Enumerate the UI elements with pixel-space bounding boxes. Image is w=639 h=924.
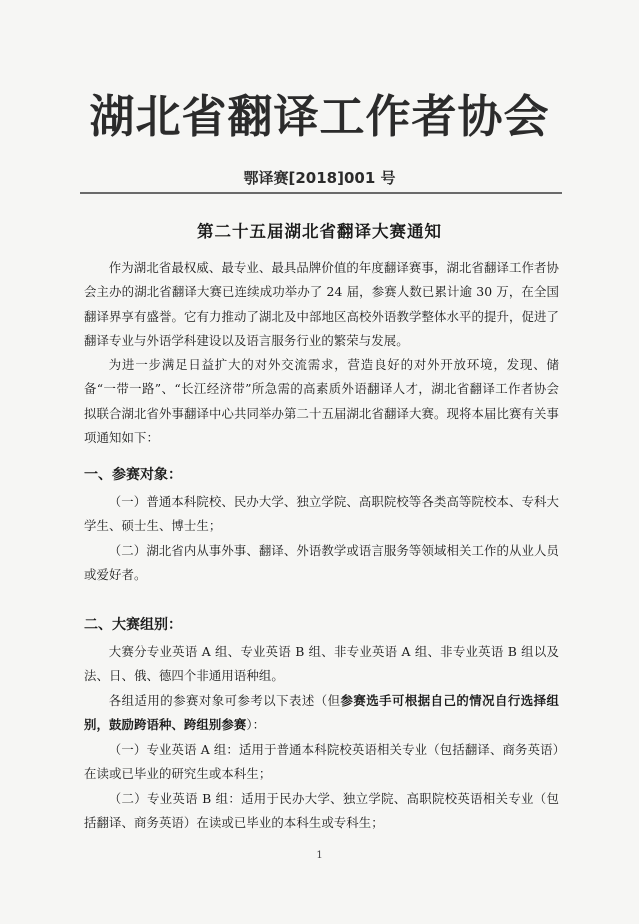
- page-number: 1: [316, 850, 323, 861]
- groups-paragraph-2-lead: 各组适用的参赛对象可参考以下表述（但: [108, 693, 341, 708]
- participants-item-1: （一）普通本科院校、民办大学、独立学院、高职院校等各类高等院校本、专科大学生、硕士生、博士生；: [84, 494, 559, 534]
- groups-paragraph-2-tail: ）：: [246, 717, 266, 733]
- notice-title: 第二十五届湖北省翻译大赛通知: [197, 222, 442, 241]
- groups-item-1: （一）专业英语 A 组：适用于普通本科院校英语相关专业（包括翻译、商务英语）在读或已毕业的研究生或本科生；: [84, 742, 559, 782]
- groups-paragraph-2-emphasis: 参赛选手可根据自己的情况自行选择组别，鼓励跨语种、跨组别参赛: [84, 693, 559, 733]
- section-heading-groups: 二、大赛组别：: [84, 617, 182, 633]
- intro-paragraph-1: 作为湖北省最权威、最专业、最具品牌价值的年度翻译赛事，湖北省翻译工作者协会主办的湖北省翻译大赛已连续成功举办了 24 届，参赛人数已累计逾 30 万，在全国翻译界享有盛誉。它有力推动了湖北及中部地区高校外语教学整体水平的提升，促进了翻译专业与外语学科建设以及语言服务行业的繁荣与发展。: [84, 260, 559, 348]
- intro-paragraph-2: 为进一步满足日益扩大的对外交流需求，营造良好的对外开放环境，发现、储备“一带一路”、“长江经济带”所急需的高素质外语翻译人才，湖北省翻译工作者协会拟联合湖北省外事翻译中心共同举办第二十五届湖北省翻译大赛。现将本届比赛有关事项通知如下：: [84, 357, 559, 445]
- section-heading-participants: 一、参赛对象：: [84, 467, 182, 483]
- header-divider: [80, 192, 562, 194]
- organization-title: 湖北省翻译工作者协会: [89, 90, 550, 143]
- participants-item-2: （二）湖北省内从事外事、翻译、外语教学或语言服务等领域相关工作的从业人员或爱好者。: [84, 543, 559, 583]
- groups-item-2: （二）专业英语 B 组：适用于民办大学、独立学院、高职院校英语相关专业（包括翻译、商务英语）在读或已毕业的本科生或专科生；: [84, 791, 559, 831]
- document-number: 鄂译赛[2018]001 号: [243, 169, 396, 187]
- groups-paragraph-2: [84, 689, 559, 738]
- groups-paragraph-1: 大赛分专业英语 A 组、专业英语 B 组、非专业英语 A 组、非专业英语 B 组以及法、日、俄、德四个非通用语种组。: [84, 644, 559, 684]
